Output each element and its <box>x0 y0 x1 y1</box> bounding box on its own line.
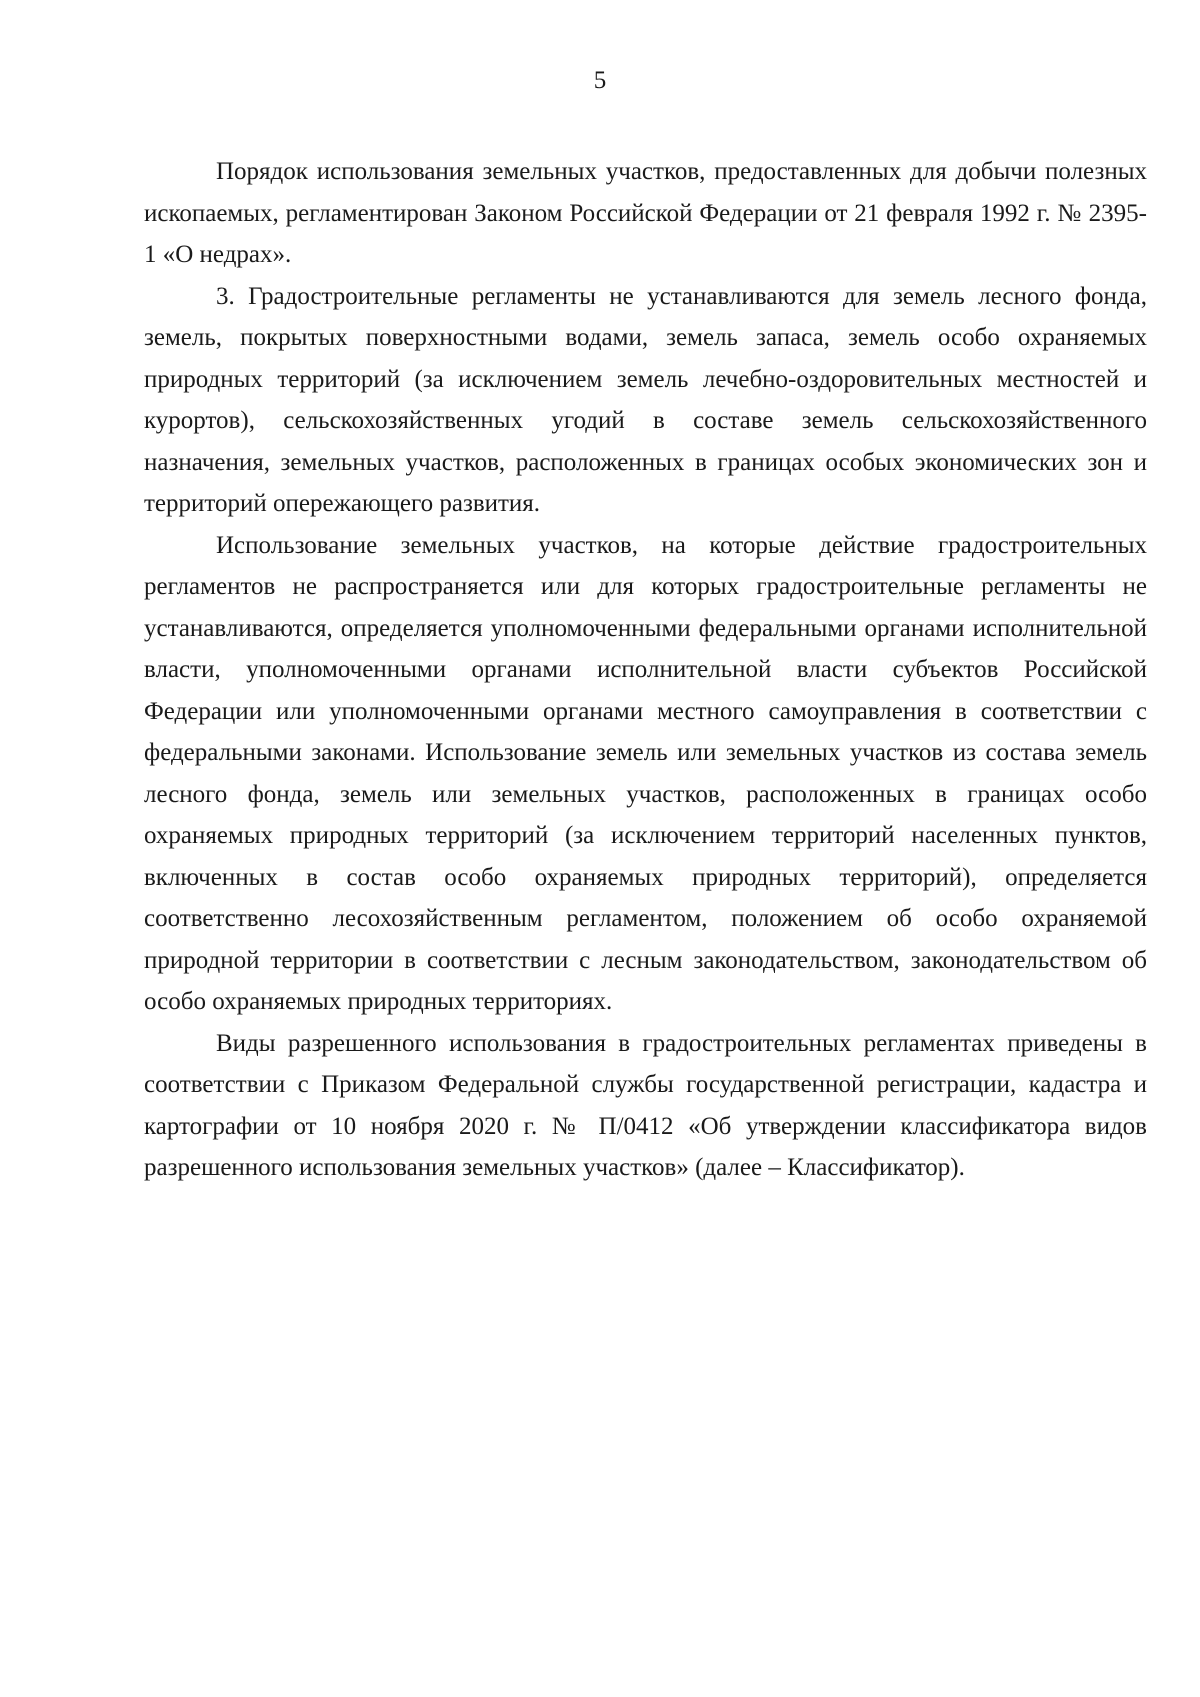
paragraph-regulations-not-established: 3. Градостроительные регламенты не устанавливаются для земель лесного фонда, земель, покрытых поверхностными водами, земель запаса, земель особо охраняемых природных территорий (за исключением земель лечебно-оздоровительных местностей и курортов), сельскохозяйственных угодий в составе земель сельскохозяйственного назначения, земельных участков, расположенных в границах особых экономических зон и территорий опережающего развития. <box>144 282 1147 517</box>
paragraph-land-use-determination: Использование земельных участков, на которые действие градостроительных регламентов не распространяется или для которых градостроительные регламенты не устанавливаются, определяется уполномоченными федеральными органами исполнительной власти, уполномоченными органами исполнительной власти субъектов Российской Федерации или уполномоченными органами местного самоуправления в соответствии с федеральными законами. Использование земель или земельных участков из состава земель лесного фонда, земель или земельных участков, расположенных в границах особо охраняемых природных территорий (за исключением территорий населенных пунктов, включенных в состав особо охраняемых природных территорий), определяется соответственно лесохозяйственным регламентом, положением об особо охраняемой природной территории в соответствии с лесным законодательством, законодательством об особо охраняемых природных территориях. <box>144 531 1147 1015</box>
paragraph-mining-land-use: Порядок использования земельных участков, предоставленных для добычи полезных ископаемых, регламентирован Законом Российской Федерации от 21 февраля 1992 г. № 2395-1 «О недрах». <box>144 158 1147 268</box>
paragraph-permitted-use-types: Виды разрешенного использования в градостроительных регламентах приведены в соответствии с Приказом Федеральной службы государственной регистрации, кадастра и картографии от 10 ноября 2020 г. № П/0412 «Об утверждении классификатора видов разрешенного использования земельных участков» (далее – Классификатор). <box>144 1029 1147 1181</box>
document-body <box>144 151 1147 1189</box>
page-number: 5 <box>593 67 607 94</box>
